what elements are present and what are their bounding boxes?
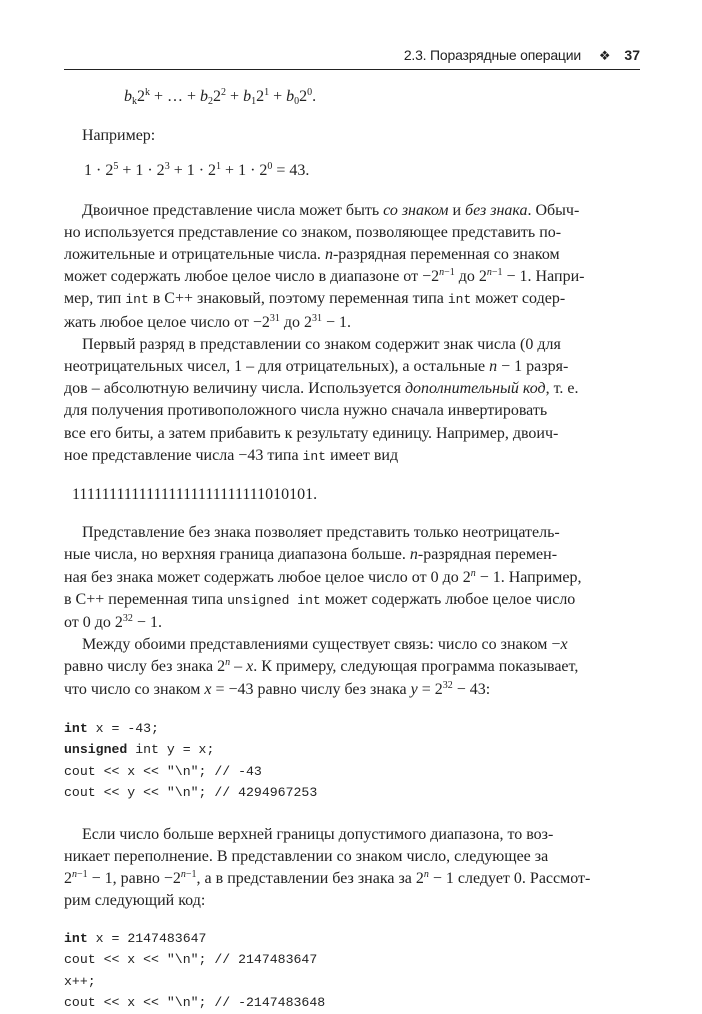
code-line: cout << x << "\n"; // -2147483648 — [64, 995, 326, 1011]
formula-example: $1 \cdot 2^5 + 1 \cdot 2^3 + 1 \cdot 2^1 + 1 \cdot 2^0 = 43$. — [84, 161, 310, 180]
formula-binary-expansion: $b_k2^k$ + … + $b_22^2 + b_12^1 + b_02^0$. — [124, 87, 317, 107]
paragraph-relation: Между обоими представлениями существует связь: число со знаком −x равно числу без знака 2$^n$ – x. К примеру, следующая программа показывает, что число со знаком x = −43 равно числу без знака $y = 2^{32} - 43$: — [64, 636, 579, 698]
running-header — [64, 47, 640, 70]
code-line: int x = 2147483647 — [64, 930, 207, 946]
example-label: Например: — [82, 127, 156, 145]
code-line: x++; — [64, 973, 96, 989]
code-line: cout << x << "\n"; // -43 — [64, 763, 262, 779]
code-block-signed-unsigned — [64, 718, 640, 804]
paragraph-overflow: Если число больше верхней границы допустимого диапазона, то воз- никает переполнение. В представлении со знаком число, следующее за $2^{n-1} - 1$, равно $-2^{n-1}$, а в представлении без знака за $2^n - 1$ следует 0. Рассмот- рим следующий код: — [64, 825, 591, 910]
binary-representation: 11111111111111111111111111010101. — [72, 486, 318, 504]
paragraph-signed-unsigned: Двоичное представление числа может быть со знаком и без знака. Обыч- но используется представление со знаком, позволяющее представить по- ложительные и отрицательные числа. n-разрядная переменная со знаком может содержать любое целое число в диапазоне от $-2^{n-1}$ до $2^{n-1} - 1$. Напри- мер, тип int в C++ знаковый, поэтому переменная типа int может содер- жать любое целое число от $-2^{31}$ до $2^{31} - 1$. — [64, 201, 585, 331]
paragraph-unsigned: Представление без знака позволяет представить только неотрицатель- ные числа, но верхняя граница диапазона больше. n-разрядная перемен- ная без знака может содержать любое целое число от 0 до $2^n - 1$. Например, в C++ переменная типа unsigned int может содержать любое целое число от 0 до $2^{32} - 1$. — [64, 524, 582, 632]
code-line: int x = -43; — [64, 720, 159, 736]
code-line: cout << x << "\n"; // 2147483647 — [64, 952, 318, 968]
page-number: 37 — [624, 47, 640, 63]
code-line: unsigned int y = x; — [64, 742, 215, 758]
ornament-icon: ❖ — [598, 48, 611, 63]
code-line: cout << y << "\n"; // 4294967253 — [64, 785, 318, 801]
page-body — [64, 86, 640, 1014]
paragraph-twos-complement: Первый разряд в представлении со знаком содержит знак числа (0 для неотрицательных чисел, 1 – для отрицательных), а остальные n − 1 разря- дов – абсолютную величину числа. Используется дополнительный код, т. е. для получения противоположного числа нужно сначала инвертировать все его биты, а затем прибавить к результату единицу. Например, двоич- ное представление числа −43 типа int имеет вид — [64, 335, 579, 464]
section-title: 2.3. Поразрядные операции — [403, 47, 581, 63]
code-block-overflow — [64, 928, 640, 1014]
